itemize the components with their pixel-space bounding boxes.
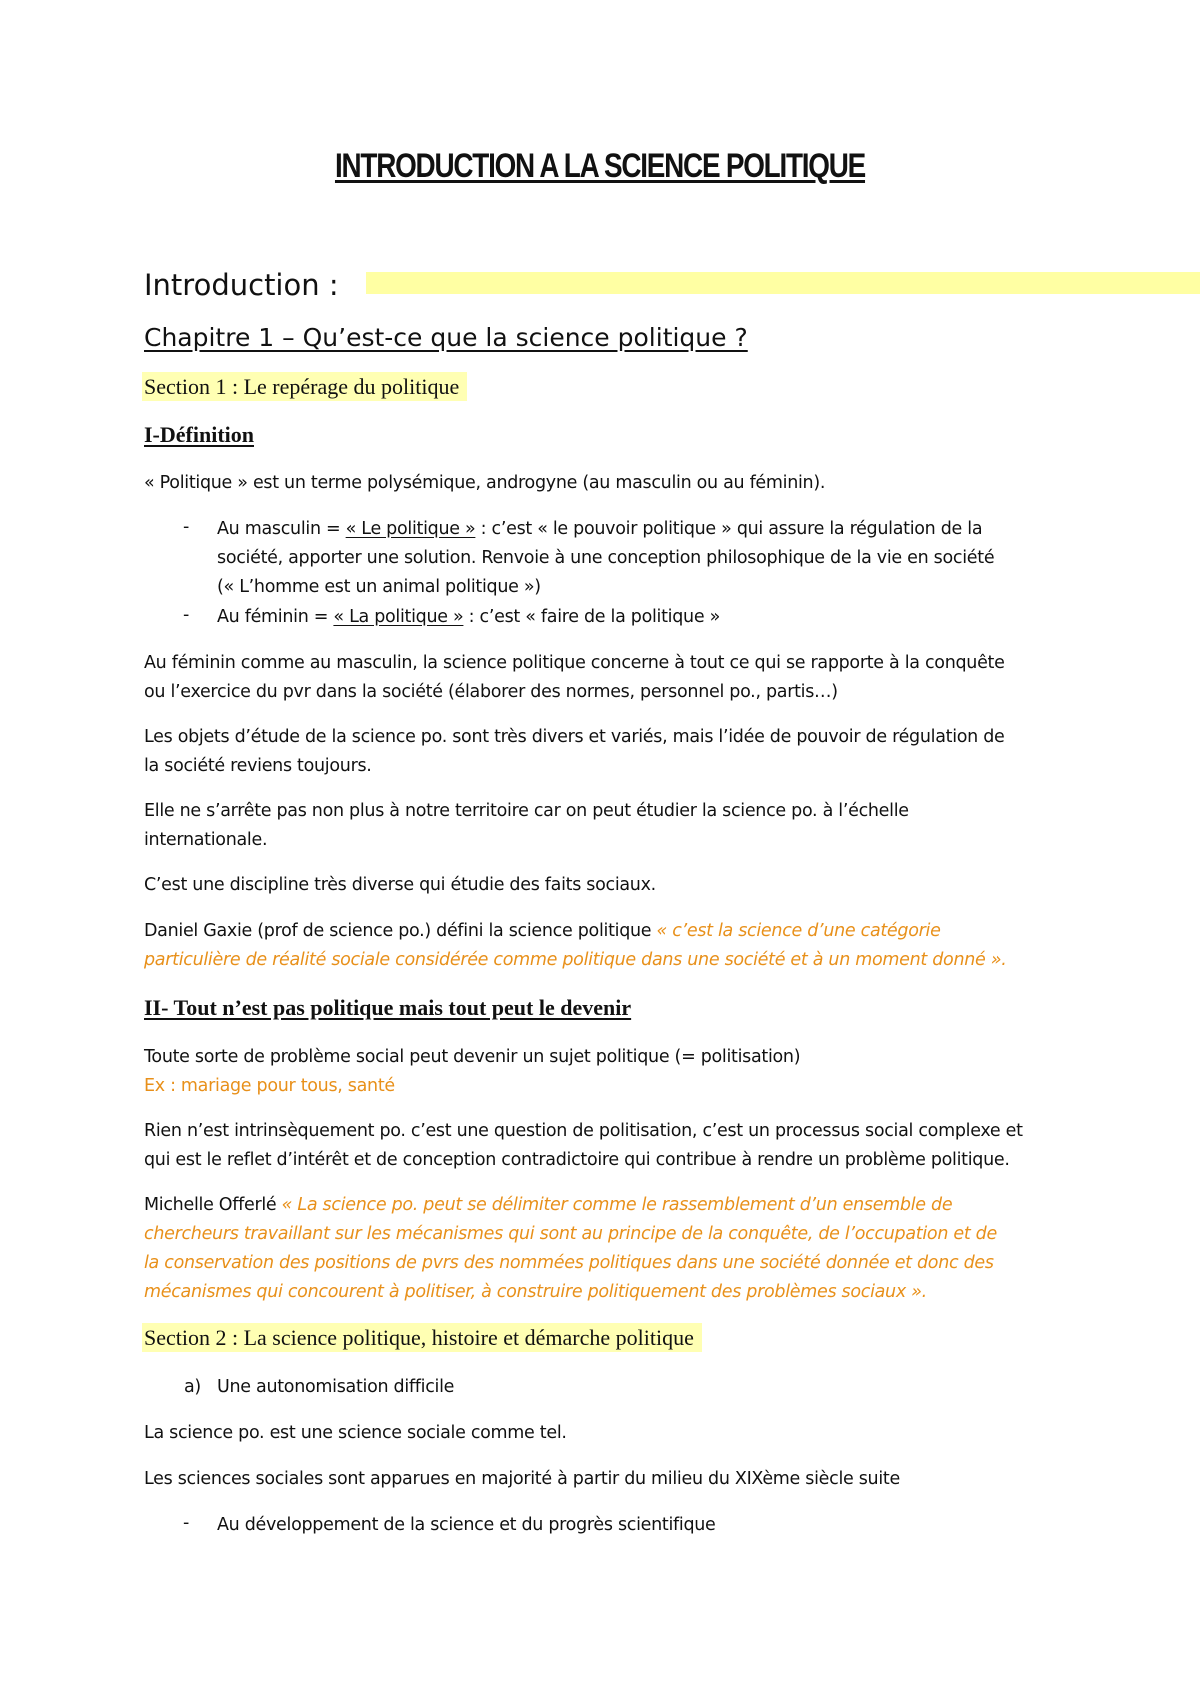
gaxie-quote-end: particulière de réalité sociale considérée comme politique dans une société et à un moment donné ». <box>144 950 1007 970</box>
bullet-feminin-rest: : c’est « faire de la politique » <box>463 607 720 627</box>
section-1-heading-wrap <box>142 374 467 400</box>
list-marker-a: a) <box>184 1377 201 1397</box>
paragraph-3-line-2: internationale. <box>144 830 268 850</box>
bullet-dash: - <box>183 1513 190 1533</box>
paragraph-6-line-1: Rien n’est intrinsèquement po. c’est une question de politisation, c’est un processus social complexe et <box>144 1121 1023 1141</box>
gaxie-line-1 <box>144 917 941 945</box>
paragraph-6-line-2: qui est le reflet d’intérêt et de conception contradictoire qui contribue à rendre un problème politique. <box>144 1150 1010 1170</box>
bullet-feminin-term: « La politique » <box>333 607 464 627</box>
subheading-2: II- Tout n’est pas politique mais tout peut le devenir <box>144 995 632 1020</box>
intro-highlight-bar <box>366 272 1200 294</box>
last-bullet-item: Au développement de la science et du progrès scientifique <box>217 1515 716 1535</box>
bullet-dash: - <box>183 605 190 625</box>
paragraph-8: Les sciences sociales sont apparues en majorité à partir du milieu du XIXème siècle suite <box>144 1469 900 1489</box>
paragraph-3-line-1: Elle ne s’arrête pas non plus à notre territoire car on peut étudier la science po. à l’échelle <box>144 801 909 821</box>
paragraph-1-line-2: ou l’exercice du pvr dans la société (élaborer des normes, personnel po., partis…) <box>144 682 838 702</box>
definition-line: « Politique » est un terme polysémique, androgyne (au masculin ou au féminin). <box>144 473 826 493</box>
bullet-masculin-line-2: société, apporter une solution. Renvoie à une conception philosophique de la vie en société <box>217 548 995 568</box>
bullet-masculin-rest: : c’est « le pouvoir politique » qui assure la régulation de la <box>475 519 983 539</box>
bullet-masculin-prefix: Au masculin = <box>217 519 346 539</box>
offerle-quote-3: la conservation des positions de pvrs des nommées politiques dans une société donnée et donc des <box>144 1253 994 1273</box>
offerle-prefix: Michelle Offerlé <box>144 1195 282 1215</box>
definition-heading: I-Définition <box>144 422 254 447</box>
bullet-masculin-term: « Le politique » <box>345 519 476 539</box>
paragraph-2-line-1: Les objets d’étude de la science po. sont très divers et variés, mais l’idée de pouvoir de régulation de <box>144 727 1005 747</box>
section-2-heading: Section 2 : La science politique, histoire et démarche politique <box>142 1323 702 1352</box>
section-2-heading-wrap <box>142 1325 702 1351</box>
introduction-heading-row <box>144 262 339 302</box>
chapter-heading: Chapitre 1 – Qu’est-ce que la science politique ? <box>144 323 748 352</box>
example-line: Ex : mariage pour tous, santé <box>144 1076 395 1096</box>
document-title: INTRODUCTION A LA SCIENCE POLITIQUE <box>334 147 866 185</box>
paragraph-5: Toute sorte de problème social peut devenir un sujet politique (= politisation) <box>144 1047 801 1067</box>
gaxie-quote-start: « c’est la science d’une catégorie <box>656 921 941 941</box>
offerle-line-1 <box>144 1191 952 1219</box>
bullet-masculin-line-1 <box>217 515 982 543</box>
bullet-feminin-prefix: Au féminin = <box>217 607 334 627</box>
section-1-heading: Section 1 : Le repérage du politique <box>142 372 467 401</box>
paragraph-2-line-2: la société reviens toujours. <box>144 756 372 776</box>
offerle-quote-4: mécanismes qui concourent à politiser, à construire politiquement des problèmes sociaux ». <box>144 1282 927 1302</box>
bullet-dash: - <box>183 517 190 537</box>
paragraph-4: C’est une discipline très diverse qui étudie des faits sociaux. <box>144 875 656 895</box>
list-item-a: Une autonomisation difficile <box>217 1377 455 1397</box>
bullet-feminin-line <box>217 603 720 631</box>
gaxie-prefix: Daniel Gaxie (prof de science po.) défini la science politique <box>144 921 657 941</box>
offerle-quote-2: chercheurs travaillant sur les mécanismes qui sont au principe de la conquête, de l’occupation et de <box>144 1224 997 1244</box>
introduction-heading: Introduction : <box>144 268 339 302</box>
paragraph-7: La science po. est une science sociale comme tel. <box>144 1423 567 1443</box>
bullet-masculin-line-3: (« L’homme est un animal politique ») <box>217 577 541 597</box>
offerle-quote-1: « La science po. peut se délimiter comme le rassemblement d’un ensemble de <box>281 1195 953 1215</box>
paragraph-1-line-1: Au féminin comme au masculin, la science politique concerne à tout ce qui se rapporte à la conquête <box>144 653 1005 673</box>
